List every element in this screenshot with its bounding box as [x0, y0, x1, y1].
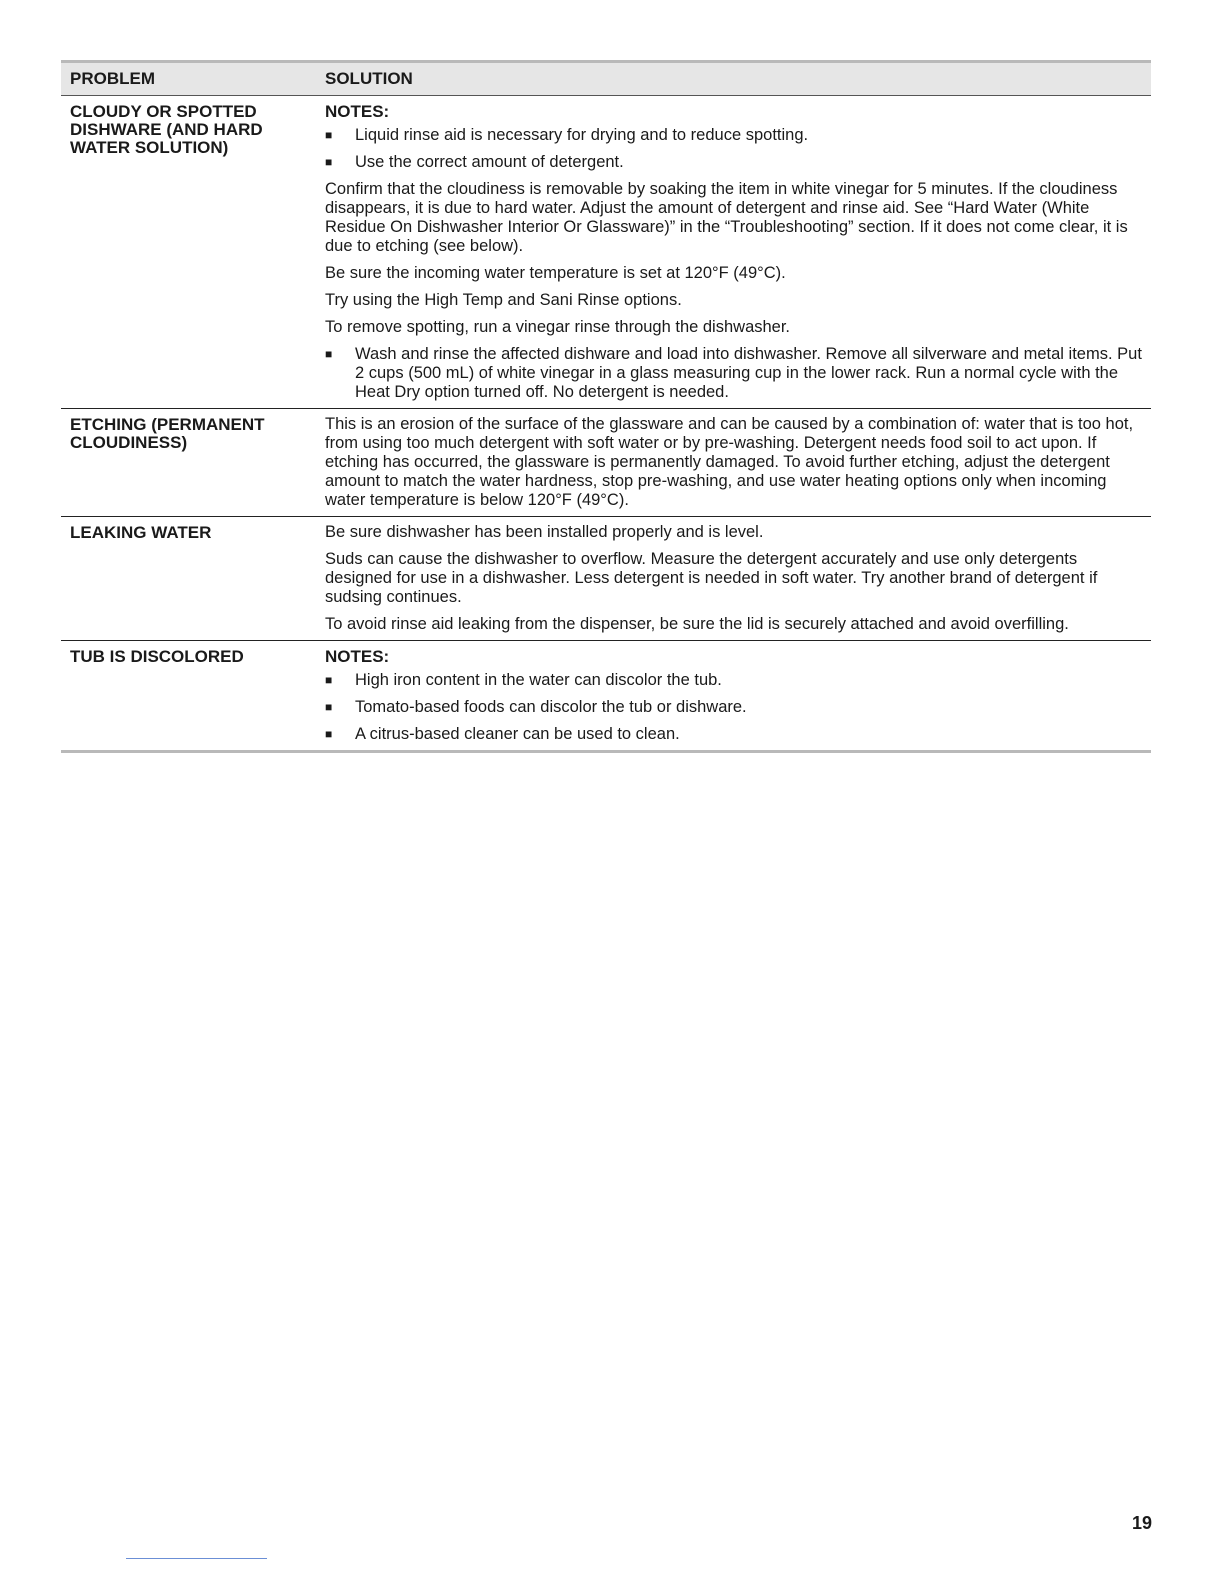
table-row — [61, 641, 1151, 750]
solution-paragraph: Suds can cause the dishwasher to overflow. Measure the detergent accurately and use only detergents designed for use in a dishwasher. Less detergent is needed in soft water. Try another brand of detergent if sudsing continues. — [325, 550, 1098, 606]
bullet-text: Wash and rinse the affected dishware and load into dishwasher. Remove all silverware and metal items. Put 2 cups (500 mL) of white vinegar in a glass measuring cup in the lower rack. Run a normal cycle with the Heat Dry option turned off. No detergent is needed. — [355, 345, 1142, 401]
bullet-item — [325, 126, 1143, 145]
footer-divider — [126, 1558, 267, 1559]
solution-paragraph: Be sure dishwasher has been installed properly and is level. — [325, 523, 764, 541]
bullet-square-icon: ■ — [325, 155, 333, 169]
solution-cell — [325, 102, 1151, 402]
troubleshooting-table — [61, 60, 1151, 753]
solution-paragraph: Try using the High Temp and Sani Rinse options. — [325, 291, 682, 309]
solution-cell — [325, 523, 1151, 634]
bullet-text: Use the correct amount of detergent. — [355, 153, 624, 171]
bullet-text: Tomato-based foods can discolor the tub or dishware. — [355, 698, 747, 716]
bullet-item — [325, 725, 1143, 744]
problem-cell: ETCHING (PERMANENT CLOUDINESS) — [70, 415, 265, 452]
table-row — [61, 517, 1151, 641]
notes-label: NOTES: — [325, 102, 390, 121]
solution-paragraph: To avoid rinse aid leaking from the dispenser, be sure the lid is securely attached and avoid overfilling. — [325, 615, 1069, 633]
bullet-item — [325, 671, 1143, 690]
bullet-item — [325, 698, 1143, 717]
problem-cell: CLOUDY OR SPOTTED DISHWARE (AND HARD WATER SOLUTION) — [70, 102, 263, 157]
solution-paragraph: To remove spotting, run a vinegar rinse through the dishwasher. — [325, 318, 791, 336]
bullet-square-icon: ■ — [325, 347, 333, 361]
solution-cell — [325, 647, 1151, 744]
table-row — [61, 96, 1151, 409]
table-bottom-rule — [61, 750, 1151, 753]
solution-paragraph: This is an erosion of the surface of the glassware and can be caused by a combination of: water that is too hot, from using too much detergent with soft water or by pre-washing. Detergent needs food soil to act upon. If etching has occurred, the glassware is permanently damaged. To avoid further etching, adjust the detergent amount to match the water hardness, stop pre-washing, and use water heating options only when incoming water temperature is below 120°F (49°C). — [325, 415, 1134, 509]
solution-cell — [325, 415, 1151, 510]
table-row — [61, 409, 1151, 517]
table-header — [61, 63, 1151, 96]
bullet-text: Liquid rinse aid is necessary for drying and to reduce spotting. — [355, 126, 809, 144]
problem-cell: LEAKING WATER — [70, 523, 212, 542]
bullet-square-icon: ■ — [325, 727, 333, 741]
bullet-text: High iron content in the water can discolor the tub. — [355, 671, 722, 689]
header-solution: SOLUTION — [325, 69, 413, 88]
bullet-item — [325, 345, 1143, 402]
bullet-text: A citrus-based cleaner can be used to clean. — [355, 725, 680, 743]
bullet-item — [325, 153, 1143, 172]
notes-label: NOTES: — [325, 647, 390, 666]
solution-paragraph: Confirm that the cloudiness is removable by soaking the item in white vinegar for 5 minutes. If the cloudiness disappears, it is due to hard water. Adjust the amount of detergent and rinse aid. See “Hard Water (White Residue On Dishwasher Interior Or Glassware)” in the “Troubleshooting” section. If it does not come clear, it is due to etching (see below). — [325, 180, 1128, 255]
bullet-square-icon: ■ — [325, 128, 333, 142]
bullet-square-icon: ■ — [325, 673, 333, 687]
page-number: 19 — [1131, 1513, 1152, 1533]
bullet-square-icon: ■ — [325, 700, 333, 714]
header-problem: PROBLEM — [70, 69, 155, 88]
solution-paragraph: Be sure the incoming water temperature is set at 120°F (49°C). — [325, 264, 786, 282]
problem-cell: TUB IS DISCOLORED — [70, 647, 244, 666]
